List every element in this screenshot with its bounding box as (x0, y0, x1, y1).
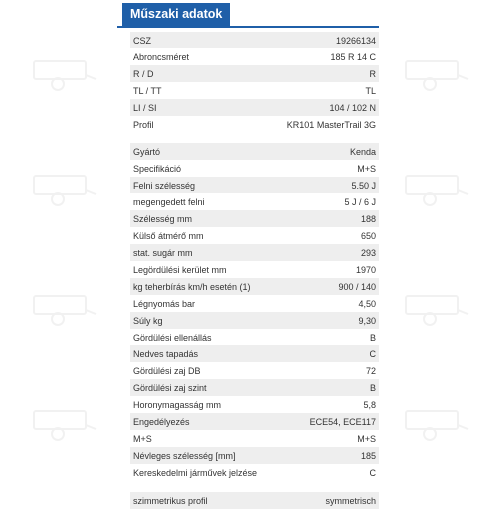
spec-label: Gördülési zaj DB (133, 366, 201, 376)
spec-label: Horonymagasság mm (133, 400, 222, 410)
spec-label: M+S (133, 434, 152, 444)
spec-label: Légnyomás bar (133, 299, 196, 309)
spec-label: Legördülési kerület mm (133, 265, 227, 275)
spec-row (130, 177, 379, 193)
spec-row (130, 116, 379, 143)
spec-value: 5.50 J (351, 181, 376, 191)
spec-value: 185 R 14 C (330, 52, 376, 62)
spec-label: kg teherbírás km/h esetén (1) (133, 282, 251, 292)
spec-value: M+S (357, 434, 376, 444)
spec-row (130, 278, 379, 295)
spec-label: LI / SI (133, 103, 157, 113)
spec-row (130, 379, 379, 396)
spec-value: B (369, 333, 376, 343)
spec-value: KR101 MasterTrail 3G (286, 120, 376, 130)
spec-value: B (369, 383, 376, 393)
spec-value: 1970 (355, 265, 376, 275)
spec-label: Névleges szélesség [mm] (133, 451, 236, 461)
spec-row (130, 413, 379, 430)
spec-label: Profil (133, 120, 154, 130)
spec-value: 185 (360, 451, 376, 461)
spec-label: Külső átmérő mm (133, 231, 204, 241)
trailer-icon (28, 405, 98, 445)
specs-table (130, 32, 379, 509)
spec-row (130, 227, 379, 244)
spec-row (130, 160, 379, 177)
spec-row (130, 244, 379, 261)
spec-value: C (369, 468, 376, 478)
trailer-icon (28, 170, 98, 210)
spec-label: Engedélyezés (133, 417, 190, 427)
spec-label: stat. sugár mm (133, 248, 193, 258)
spec-value: M+S (357, 164, 376, 174)
spec-label: Abroncsméret (133, 52, 190, 62)
spec-label: Felni szélesség (133, 181, 196, 191)
spec-label: Gördülési ellenállás (133, 333, 212, 343)
spec-label: Specifikáció (133, 164, 182, 174)
spec-label: TL / TT (133, 86, 162, 96)
spec-value: 19266134 (335, 36, 376, 46)
spec-value: 900 / 140 (338, 282, 376, 292)
spec-value: symmetrisch (325, 496, 376, 506)
spec-row (130, 82, 379, 99)
spec-row (130, 193, 379, 210)
spec-value: 104 / 102 N (329, 103, 376, 113)
spec-row (130, 312, 379, 329)
spec-row (130, 329, 379, 345)
spec-label: Kereskedelmi járművek jelzése (133, 468, 258, 478)
spec-row (130, 295, 379, 312)
spec-label: Súly kg (133, 316, 163, 326)
spec-value: ECE54, ECE117 (309, 417, 376, 427)
spec-label: Gyártó (133, 147, 161, 157)
spec-value: 5,8 (363, 400, 376, 410)
trailer-icon (28, 55, 98, 95)
spec-row (130, 430, 379, 447)
trailer-icon (400, 170, 470, 210)
spec-row (130, 99, 379, 116)
spec-label: Gördülési zaj szint (133, 383, 207, 393)
panel-title: Műszaki adatok (122, 3, 230, 26)
spec-row (130, 464, 379, 492)
spec-row (130, 210, 379, 227)
spec-row (130, 261, 379, 278)
spec-label: Nedves tapadás (133, 349, 199, 359)
specs-panel (117, 0, 379, 506)
spec-value: 188 (360, 214, 376, 224)
trailer-icon (28, 290, 98, 330)
spec-value: 650 (360, 231, 376, 241)
spec-value: 9,30 (358, 316, 376, 326)
spec-label: szimmetrikus profil (133, 496, 208, 506)
spec-value: 5 J / 6 J (344, 197, 376, 207)
spec-row (130, 492, 379, 509)
spec-value: C (369, 349, 376, 359)
spec-value: R (369, 69, 376, 79)
trailer-icon (400, 290, 470, 330)
spec-row (130, 65, 379, 82)
trailer-icon (400, 405, 470, 445)
spec-row (130, 143, 379, 160)
spec-row (130, 48, 379, 65)
spec-row (130, 345, 379, 362)
spec-value: 72 (365, 366, 376, 376)
spec-value: 293 (360, 248, 376, 258)
spec-label: CSZ (133, 36, 151, 46)
spec-label: R / D (133, 69, 154, 79)
spec-label: megengedett felni (133, 197, 205, 207)
spec-row (130, 396, 379, 413)
spec-label: Szélesség mm (133, 214, 193, 224)
trailer-icon (400, 55, 470, 95)
spec-row (130, 447, 379, 464)
spec-value: Kenda (349, 147, 376, 157)
spec-row (130, 32, 379, 48)
panel-header (117, 0, 379, 28)
spec-value: 4,50 (358, 299, 376, 309)
spec-value: TL (365, 86, 376, 96)
spec-row (130, 362, 379, 379)
